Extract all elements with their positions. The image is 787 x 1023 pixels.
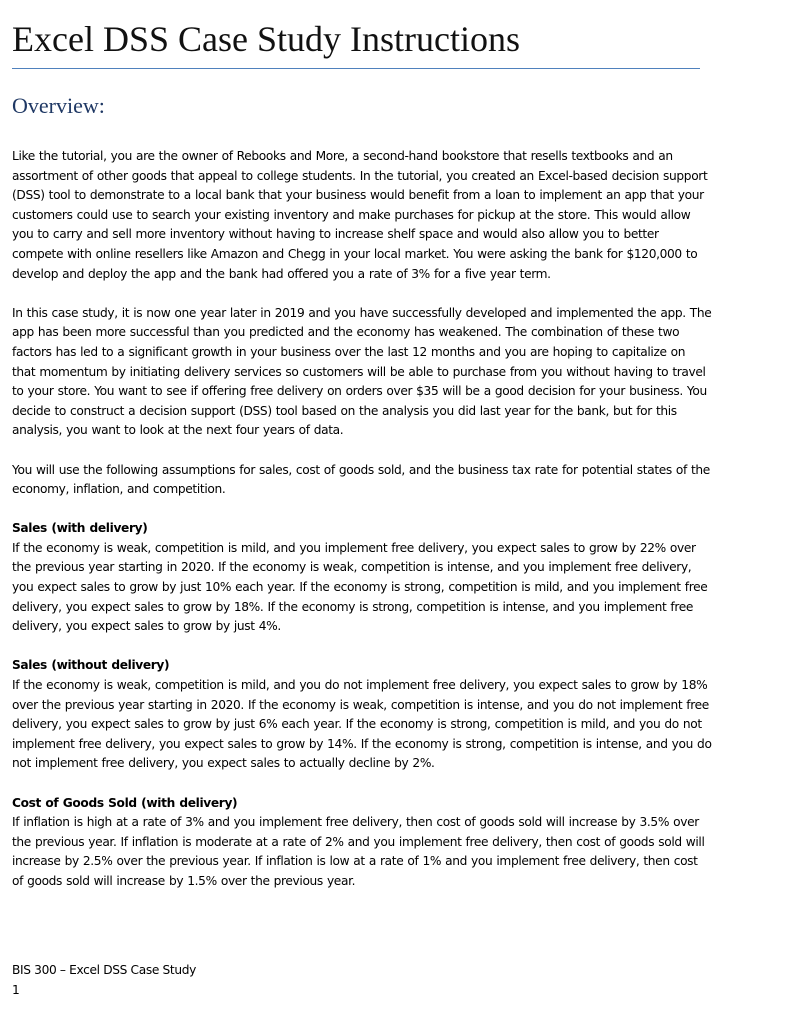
- case-study-paragraph: In this case study, it is now one year later in 2019 and you have successfully developed and implemented the app. The app has been more successful than you predicted and the economy has weakened. The combination of these two factors has led to a significant growth in your business over the last 12 months and you are hoping to capitalize on that momentum by initiating delivery services so customers will be able to purchase from you without having to travel to your store. You want to see if offering free delivery on orders over $35 will be a good decision for your business. You decide to construct a decision support (DSS) tool based on the analysis you did last year for the bank, but for this analysis, you want to look at the next four years of data.: [12, 305, 712, 438]
- sales-with-delivery-body: If the economy is weak, competition is mild, and you implement free delivery, you expect sales to grow by 22% over the previous year starting in 2020. If the economy is weak, competition is intense, and you implement free delivery, you expect sales to grow by just 10% each year. If the economy is strong, competition is mild, and you implement free delivery, you expect sales to grow by 18%. If the economy is strong, competition is intense, and you implement free delivery, you expect sales to grow by just 4%.: [12, 540, 708, 634]
- footer-page-number: 1: [12, 982, 20, 997]
- sales-without-delivery-heading: Sales (without delivery): [12, 658, 170, 673]
- footer-course-label: BIS 300 – Excel DSS Case Study: [12, 963, 196, 977]
- assumptions-paragraph: You will use the following assumptions for sales, cost of goods sold, and the business tax rate for potential states of the economy, inflation, and competition.: [12, 462, 710, 497]
- document-body: [12, 147, 712, 911]
- overview-heading: Overview:: [12, 93, 105, 118]
- cogs-with-delivery-body: If inflation is high at a rate of 3% and you implement free delivery, then cost of goods sold will increase by 3.5% over the previous year. If inflation is moderate at a rate of 2% and you implement free delivery, then cost of goods sold will increase by 2.5% over the previous year. If inflation is low at a rate of 1% and you implement free delivery, then cost of goods sold will increase by 1.5% over the previous year.: [12, 815, 705, 888]
- sales-with-delivery-heading: Sales (with delivery): [12, 521, 148, 536]
- document-title: Excel DSS Case Study Instructions: [12, 19, 520, 59]
- cogs-with-delivery-heading: Cost of Goods Sold (with delivery): [12, 795, 238, 810]
- sales-without-delivery-body: If the economy is weak, competition is mild, and you do not implement free delivery, you expect sales to grow by 18% over the previous year starting in 2020. If the economy is weak, competition is intense, and you do not implement free delivery, you expect sales to grow by just 6% each year. If the economy is strong, competition is mild, and you do not implement free delivery, you expect sales to grow by 14%. If the economy is strong, competition is intense, and you do not implement free delivery, you expect sales to actually decline by 2%.: [12, 678, 712, 771]
- title-underline-rule: [12, 68, 700, 69]
- intro-paragraph: Like the tutorial, you are the owner of Rebooks and More, a second-hand bookstore that resells textbooks and an assortment of other goods that appeal to college students. In the tutorial, you created an Excel-based decision support (DSS) tool to demonstrate to a local bank that your business would benefit from a loan to implement an app that your customers could use to search your existing inventory and make purchases for pickup at the store. This would allow you to carry and sell more inventory without having to increase shelf space and would also allow you to better compete with online resellers like Amazon and Chegg in your local market. You were asking the bank for $120,000 to develop and deploy the app and the bank had offered you a rate of 3% for a five year term.: [12, 149, 708, 281]
- page-footer: [12, 961, 196, 1000]
